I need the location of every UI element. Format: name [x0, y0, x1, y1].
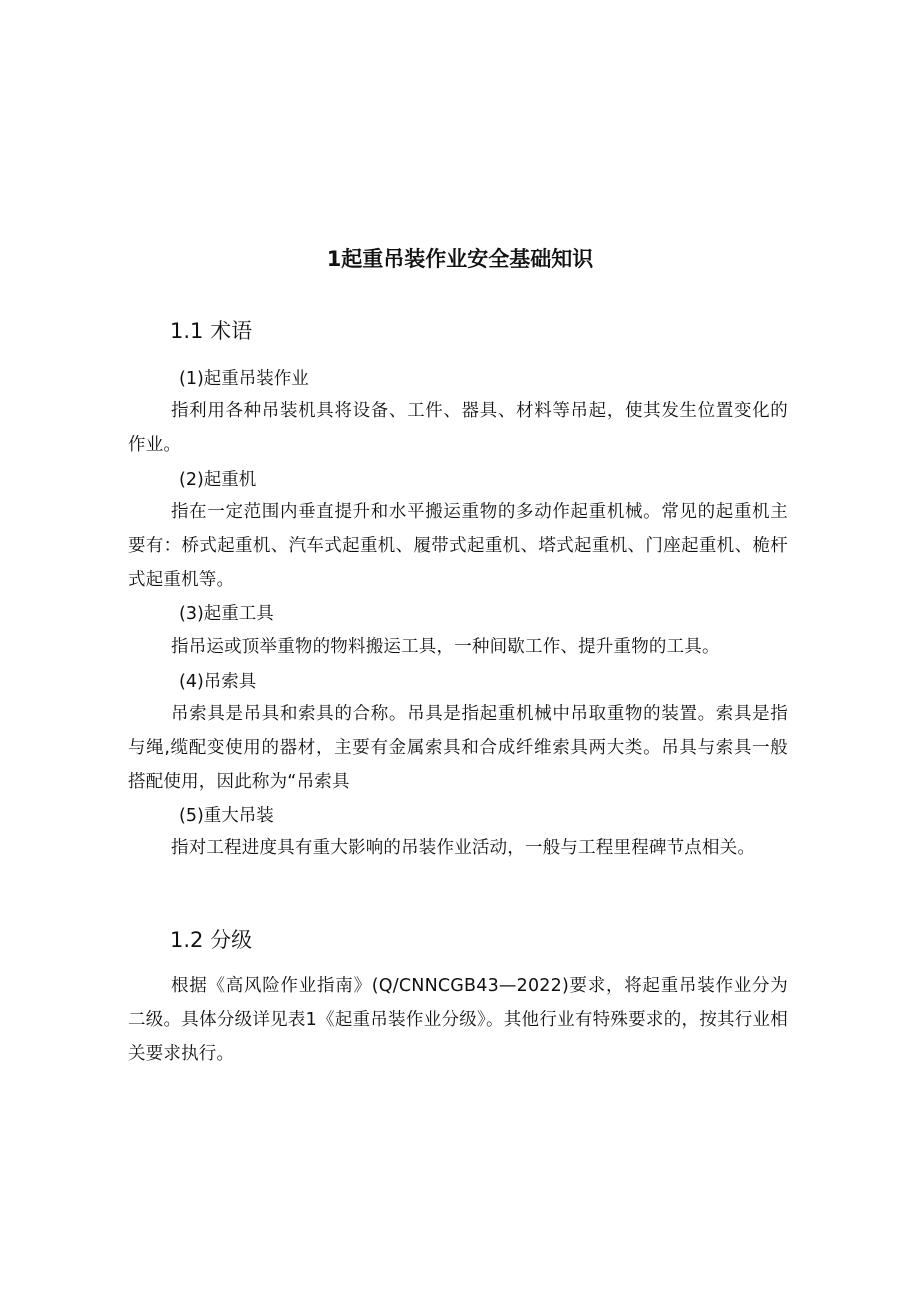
term-label-major-lifting: (5)重大吊装 [179, 806, 274, 826]
term-definition-slings-rigging: 吊索具是吊具和索具的合称。吊具是指起重机械中吊取重物的装置。索具是指与绳,缆配变使用的器材，主要有金属索具和合成纤维索具两大类。吊具与索具一般搭配使用，因此称为“吊索具 [128, 704, 788, 792]
classification-paragraph: 根据《高风险作业指南》(Q/CNNCGB43—2022)要求，将起重吊装作业分为二级。具体分级详见表1《起重吊装作业分级》。其他行业有特殊要求的，按其行业相关要求执行。 [128, 976, 788, 1064]
term-label-slings-rigging: (4)吊索具 [179, 672, 257, 692]
term-definition-major-lifting: 指对工程进度具有重大影响的吊装作业活动，一般与工程里程碑节点相关。 [171, 838, 756, 858]
section-heading-terms: 1.1 术语 [170, 319, 253, 343]
section-heading-classification: 1.2 分级 [170, 928, 253, 952]
term-label-lifting-operation: (1)起重吊装作业 [179, 369, 309, 389]
term-label-crane: (2)起重机 [179, 470, 257, 490]
document-title: 1起重吊装作业安全基础知识 [326, 247, 594, 271]
term-label-lifting-tools: (3)起重工具 [179, 604, 274, 624]
term-definition-lifting-operation: 指利用各种吊装机具将设备、工件、器具、材料等吊起，使其发生位置变化的作业。 [128, 401, 788, 455]
term-definition-crane: 指在一定范围内垂直提升和水平搬运重物的多动作起重机械。常见的起重机主要有：桥式起重机、汽车式起重机、履带式起重机、塔式起重机、门座起重机、桅杆式起重机等。 [128, 502, 788, 590]
term-definition-lifting-tools: 指吊运或顶举重物的物料搬运工具，一种间歇工作、提升重物的工具。 [171, 637, 720, 657]
